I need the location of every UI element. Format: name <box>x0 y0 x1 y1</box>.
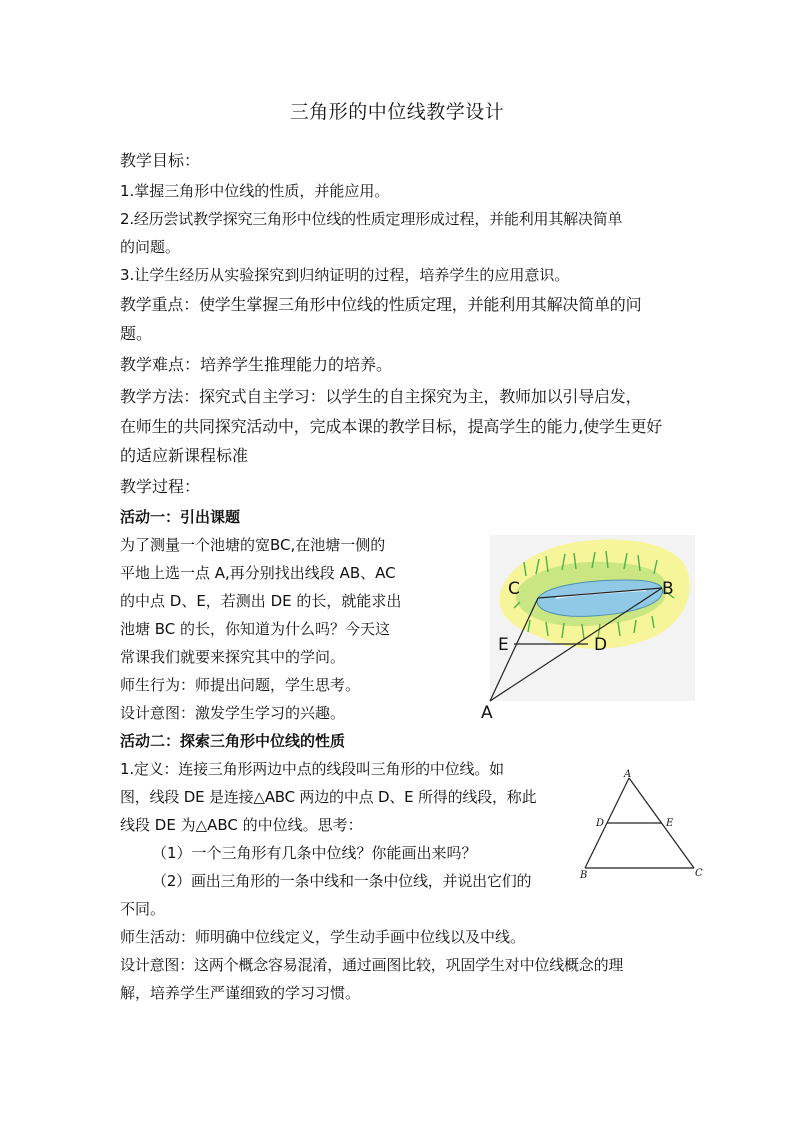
pond-label-d: D <box>594 635 608 655</box>
activity-1-line-1: 为了测量一个池塘的宽BC,在池塘一侧的 <box>120 536 386 554</box>
pond-label-e: E <box>498 635 509 655</box>
triangle-label-c: C <box>695 868 703 879</box>
activity-1-line-6: 师生行为：师提出问题，学生思考。 <box>120 676 361 694</box>
pond-label-c: C <box>508 579 520 599</box>
goal-2-line-1: 2.经历尝试教学探究三角形中位线的性质定理形成过程，并能利用其解决简单 <box>120 210 623 228</box>
activity-2-heading: 活动二：探索三角形中位线的性质 <box>120 732 346 750</box>
activity-1-line-5: 常课我们就要来探究其中的学问。 <box>120 648 346 666</box>
document-title: 三角形的中位线教学设计 <box>289 101 505 123</box>
key-point-line-1: 教学重点：使学生掌握三角形中位线的性质定理，并能利用其解决简单的问 <box>120 295 642 314</box>
triangle-label-a: A <box>624 769 632 780</box>
key-point-line-2: 题。 <box>120 324 153 343</box>
activity-1-heading: 活动一：引出课题 <box>120 508 241 526</box>
activity-2-line-9: 解，培养学生严谨细致的学习习惯。 <box>120 984 361 1002</box>
activity-2-line-5: （2）画出三角形的一条中线和一条中位线，并说出它们的 <box>152 872 532 890</box>
method-line-1: 教学方法：探究式自主学习：以学生的自主探究为主，教师加以引导启发， <box>120 387 642 406</box>
method-line-3: 的适应新课程标准 <box>120 446 249 465</box>
method-line-2: 在师生的共同探究活动中，完成本课的教学目标，提高学生的能力,使学生更好 <box>120 417 663 436</box>
pond-figure <box>476 532 698 724</box>
activity-2-line-2: 图，线段 DE 是连接△ABC 两边的中点 D、E 所得的线段，称此 <box>120 788 537 806</box>
difficulty: 教学难点：培养学生推理能力的培养。 <box>120 355 393 374</box>
triangle-figure <box>578 764 708 882</box>
activity-1-line-4: 池塘 BC 的长，你知道为什么吗？今天这 <box>120 620 391 638</box>
activity-1-line-2: 平地上选一点 A,再分别找出线段 AB、AC <box>120 564 396 582</box>
pond-label-b: B <box>662 579 674 599</box>
activity-2-line-6: 不同。 <box>120 900 166 918</box>
triangle-label-d: D <box>596 818 605 829</box>
goal-2-line-2: 的问题。 <box>120 238 181 256</box>
activity-2-line-7: 师生活动：师明确中位线定义，学生动手画中位线以及中线。 <box>120 928 526 946</box>
activity-1-line-7: 设计意图：激发学生学习的兴趣。 <box>120 704 346 722</box>
activity-2-line-4: （1）一个三角形有几条中位线？你能画出来吗？ <box>152 844 477 862</box>
pond-label-a: A <box>481 703 493 723</box>
goal-1: 1.掌握三角形中位线的性质，并能应用。 <box>120 182 390 200</box>
activity-2-line-3: 线段 DE 为△ABC 的中位线。思考： <box>120 816 363 834</box>
activity-2-line-1: 1.定义：连接三角形两边中点的线段叫三角形的中位线。如 <box>120 760 504 778</box>
activity-1-line-3: 的中点 D、E，若测出 DE 的长，就能求出 <box>120 592 402 610</box>
process-heading: 教学过程： <box>120 477 201 496</box>
triangle-label-b: B <box>580 870 588 881</box>
activity-2-line-8: 设计意图：这两个概念容易混淆，通过画图比较，巩固学生对中位线概念的理 <box>120 956 624 974</box>
goals-heading: 教学目标： <box>120 151 201 170</box>
goal-3: 3.让学生经历从实验探究到归纳证明的过程，培养学生的应用意识。 <box>120 266 570 284</box>
triangle-label-e: E <box>666 818 674 829</box>
